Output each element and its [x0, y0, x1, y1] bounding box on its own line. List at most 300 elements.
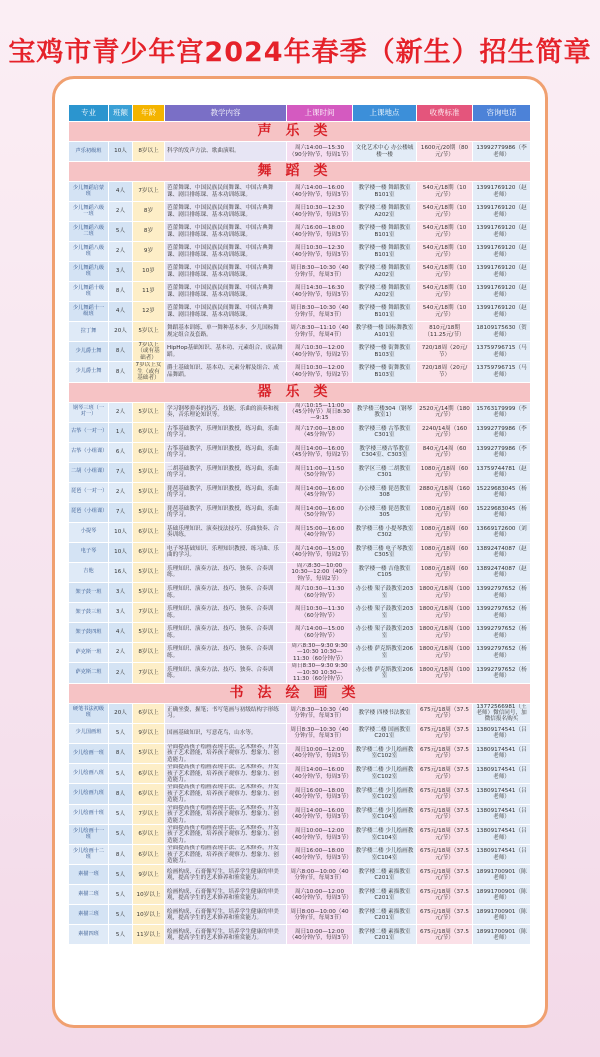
- class-size-cell: 10人: [109, 542, 133, 562]
- place-cell: 教学楼二楼 少儿绘画教室C102室: [353, 764, 417, 784]
- table-row: [69, 342, 531, 362]
- place-cell: 教学楼二楼 少儿绘画教室C102室: [353, 784, 417, 804]
- major-cell: 少儿绘画十班: [69, 804, 109, 824]
- content-cell: 二胡基础教学，乐理知识教授，练习曲，乐曲的学习。: [165, 462, 287, 482]
- time-cell: 周六14:00—15:00（60分钟/节）: [287, 623, 353, 643]
- age-cell: 8岁以上: [133, 142, 165, 162]
- table-row: [69, 242, 531, 262]
- major-cell: 少儿绘画十一班: [69, 824, 109, 844]
- phone-cell: 13991769120（赵老师）: [473, 182, 531, 202]
- time-cell: 周六8:30—11:10（40分钟/节，每周4节）: [287, 322, 353, 342]
- time-cell: 周六8:30—10:30（40分钟/节，每周3节）: [287, 703, 353, 723]
- phone-cell: 18991700901（陈老师）: [473, 885, 531, 905]
- time-cell: 周六14:00—15:00（40分钟/节，每周2节）: [287, 542, 353, 562]
- age-cell: 5岁以上: [133, 623, 165, 643]
- age-cell: 11岁: [133, 282, 165, 302]
- table-row: [69, 422, 531, 442]
- table-row: [69, 623, 531, 643]
- class-size-cell: 5人: [109, 905, 133, 925]
- major-cell: 素描二班: [69, 885, 109, 905]
- phone-cell: 13759744781（赵老师）: [473, 462, 531, 482]
- major-cell: 架子鼓三班: [69, 603, 109, 623]
- fee-cell: 540元/18期（10元/节）: [417, 302, 473, 322]
- place-cell: 教学楼一楼 吉他教室C105: [353, 562, 417, 582]
- fee-cell: 1080元/18周（60元/节）: [417, 502, 473, 522]
- major-cell: 少儿舞蹈六级二班: [69, 222, 109, 242]
- table-row: [69, 142, 531, 162]
- content-cell: 基础乐理知识、演奏技法技巧、乐曲独奏、合奏训练。: [165, 522, 287, 542]
- class-size-cell: 2人: [109, 202, 133, 222]
- age-cell: 6岁以上: [133, 784, 165, 804]
- time-cell: 周日8:30—9:30 9:30—10:30 10:30—11:30（60分钟/节）: [287, 663, 353, 683]
- content-cell: 绘画构成、石膏像写生，培养学生健康的审美观，提高学生的艺术修养和鉴赏能力。: [165, 865, 287, 885]
- fee-cell: 675元/18周（37.5元/节）: [417, 824, 473, 844]
- place-cell: 教学楼一楼 国标舞教室A101室: [353, 322, 417, 342]
- time-cell: 周日16:00—18:00（40分钟/节，每周3节）: [287, 845, 353, 865]
- time-cell: 周六8:30—10:00 10:30—12:00（40分钟/节，每周2节）: [287, 562, 353, 582]
- age-cell: 6岁以上: [133, 422, 165, 442]
- class-size-cell: 3人: [109, 583, 133, 603]
- major-cell: 吉他: [69, 562, 109, 582]
- time-cell: 周日10:00—12:00（40分钟/节，每周3节）: [287, 743, 353, 763]
- age-cell: 9岁以上: [133, 865, 165, 885]
- content-cell: 全面提高孩子绘画表现手法、艺术修养，开发孩子艺术潜能，培养孩子观察力、想象力、创造能力。: [165, 845, 287, 865]
- content-cell: 绘画构成、石膏像写生，培养学生健康的审美观，提高学生的艺术修养和鉴赏能力。: [165, 905, 287, 925]
- content-cell: HipHop基础知识、基本功、元素组合、成品舞蹈。: [165, 342, 287, 362]
- age-cell: 10岁以上: [133, 905, 165, 925]
- time-cell: 周六10:00—12:00（40分钟/节，每周3节）: [287, 885, 353, 905]
- fee-cell: 540元/18期（10元/节）: [417, 262, 473, 282]
- age-cell: 7岁以上女生（或有基础者）: [133, 362, 165, 382]
- fee-cell: 1800元/18周（100元/节）: [417, 663, 473, 683]
- place-cell: 教学楼三楼古筝教室 C304室、C303室: [353, 442, 417, 462]
- fee-cell: 1080元/18周（60元/节）: [417, 522, 473, 542]
- table-row: [69, 703, 531, 723]
- fee-cell: 1600元/20期（80元/节）: [417, 142, 473, 162]
- fee-cell: 1080元/18周（60元/节）: [417, 462, 473, 482]
- major-cell: 少儿舞蹈十一级班: [69, 302, 109, 322]
- time-cell: 周日14:00—16:00（45分钟/节，每周2节）: [287, 442, 353, 462]
- age-cell: 7岁以上: [133, 603, 165, 623]
- major-cell: 少儿绘画九班: [69, 784, 109, 804]
- table-row: [69, 643, 531, 663]
- age-cell: 5岁以上: [133, 402, 165, 422]
- class-size-cell: 3人: [109, 603, 133, 623]
- fee-cell: 840元/14周（60元/节）: [417, 442, 473, 462]
- table-row: [69, 502, 531, 522]
- age-cell: 5岁以上: [133, 583, 165, 603]
- age-cell: 8岁: [133, 202, 165, 222]
- content-cell: 芭蕾舞课、中国民族民间舞课、中国古典舞课、剧目排练课、基本功训练课。: [165, 302, 287, 322]
- age-cell: 5岁以上: [133, 562, 165, 582]
- fee-cell: 720/18周（20元/节）: [417, 342, 473, 362]
- phone-cell: 13992779986（李老师）: [473, 422, 531, 442]
- content-cell: 乐理知识、演奏方法、技巧、独奏、合奏训练。: [165, 603, 287, 623]
- fee-cell: 675元/18周（37.5元/节）: [417, 743, 473, 763]
- phone-cell: 13809174541（吕老师）: [473, 764, 531, 784]
- place-cell: 教学楼二楼 少儿绘画教室C104室: [353, 845, 417, 865]
- fee-cell: 675元/18周（37.5元/节）: [417, 925, 473, 945]
- fee-cell: 675元/18周（37.5元/节）: [417, 723, 473, 743]
- place-cell: 办公楼 萨克斯教室206室: [353, 643, 417, 663]
- place-cell: 教学楼二楼 国画教室C201室: [353, 723, 417, 743]
- phone-cell: 13992797652（杨老师）: [473, 623, 531, 643]
- phone-cell: 15763179999（李老师）: [473, 402, 531, 422]
- age-cell: 10岁: [133, 262, 165, 282]
- class-size-cell: 5人: [109, 222, 133, 242]
- place-cell: 教学楼二楼 少儿绘画教室C104室: [353, 824, 417, 844]
- fee-cell: 1800元/18周（100元/节）: [417, 643, 473, 663]
- place-cell: 办公楼 架子鼓教室203室: [353, 603, 417, 623]
- category-row-art: [69, 683, 531, 703]
- class-size-cell: 2人: [109, 482, 133, 502]
- table-row: [69, 442, 531, 462]
- content-cell: 电子琴基础知识、乐理知识教授、练习曲、乐曲的学习。: [165, 542, 287, 562]
- category-row-dance: [69, 162, 531, 182]
- fee-cell: 675元/18周（37.5元/节）: [417, 885, 473, 905]
- phone-cell: 13772566981（王老师）微信同号，加微信报名购买: [473, 703, 531, 723]
- class-size-cell: 4人: [109, 182, 133, 202]
- phone-cell: 13892474087（赵老师）: [473, 542, 531, 562]
- major-cell: 少儿国画班: [69, 723, 109, 743]
- fee-cell: 675元/18周（37.5元/节）: [417, 865, 473, 885]
- major-cell: 古筝（一对一）: [69, 422, 109, 442]
- major-cell: 少儿爵士舞: [69, 362, 109, 382]
- phone-cell: 18991700901（陈老师）: [473, 905, 531, 925]
- time-cell: 周日10:30—12:00（40分钟/节，每周2节）: [287, 362, 353, 382]
- class-size-cell: 2人: [109, 402, 133, 422]
- major-cell: 少儿绘画十二班: [69, 845, 109, 865]
- place-cell: 办公楼三楼 琵琶教室305: [353, 502, 417, 522]
- time-cell: 周六8:00—10:00（40分钟/节，每周3节）: [287, 865, 353, 885]
- table-row: [69, 402, 531, 422]
- age-cell: 5岁以上: [133, 462, 165, 482]
- table-row: [69, 322, 531, 342]
- place-cell: 办公楼 架子鼓教室203室: [353, 623, 417, 643]
- place-cell: 教学楼一楼 街舞教室B103室: [353, 362, 417, 382]
- table-row: [69, 764, 531, 784]
- major-cell: 电子琴: [69, 542, 109, 562]
- content-cell: 芭蕾舞课、中国民族民间舞课、中国古典舞课、剧目排练课、基本功训练课。: [165, 202, 287, 222]
- fee-cell: 540元/18期（10元/节）: [417, 242, 473, 262]
- class-size-cell: 5人: [109, 865, 133, 885]
- major-cell: 硬笔书法初级班: [69, 703, 109, 723]
- phone-cell: 18991700901（陈老师）: [473, 925, 531, 945]
- major-cell: 钢琴三班（一对一）: [69, 402, 109, 422]
- place-cell: 办公楼 萨克斯教室206室: [353, 663, 417, 683]
- place-cell: 教学楼二楼 素描教室C201室: [353, 885, 417, 905]
- fee-cell: 1800元/18周（100元/节）: [417, 603, 473, 623]
- fee-cell: 675元/18周（37.5元/节）: [417, 764, 473, 784]
- age-cell: 5岁以上: [133, 322, 165, 342]
- table-row: [69, 784, 531, 804]
- header-content: 教学内容: [165, 105, 287, 122]
- fee-cell: 675元/18周（37.5元/节）: [417, 905, 473, 925]
- category-title: 书法绘画类: [69, 683, 531, 703]
- phone-cell: 13992779986（李老师）: [473, 142, 531, 162]
- major-cell: 素描三班: [69, 905, 109, 925]
- major-cell: 萨克斯一班: [69, 643, 109, 663]
- table-row: [69, 743, 531, 763]
- phone-cell: 13809174541（吕老师）: [473, 824, 531, 844]
- age-cell: 6岁以上: [133, 764, 165, 784]
- place-cell: 教学楼二楼 舞蹈教室A202室: [353, 202, 417, 222]
- phone-cell: 13991769120（赵老师）: [473, 262, 531, 282]
- major-cell: 少儿舞蹈十级班: [69, 282, 109, 302]
- phone-cell: 13759796715（马老师）: [473, 362, 531, 382]
- class-size-cell: 8人: [109, 845, 133, 865]
- content-cell: 琵琶基础教学，乐理知识教授，练习曲，乐曲的学习。: [165, 482, 287, 502]
- table-header-row: [69, 105, 531, 122]
- page-title: 宝鸡市青少年宫2024年春季（新生）招生简章: [8, 37, 592, 68]
- table-row: [69, 542, 531, 562]
- class-size-cell: 7人: [109, 462, 133, 482]
- table-row: [69, 522, 531, 542]
- phone-cell: 13992797652（杨老师）: [473, 663, 531, 683]
- major-cell: 少儿舞蹈启蒙班: [69, 182, 109, 202]
- place-cell: 教学楼二楼 舞蹈教室A202室: [353, 262, 417, 282]
- fee-cell: 1080元/18周（60元/节）: [417, 542, 473, 562]
- content-cell: 全面提高孩子绘画表现手法、艺术修养，开发孩子艺术潜能，培养孩子观察力、想象力、创造能力。: [165, 784, 287, 804]
- class-size-cell: 2人: [109, 242, 133, 262]
- phone-cell: 13991769120（赵老师）: [473, 242, 531, 262]
- class-size-cell: 6人: [109, 442, 133, 462]
- content-cell: 舞蹈基本训练、单一舞种基本步、少儿国标舞规定组合及套路。: [165, 322, 287, 342]
- table-row: [69, 362, 531, 382]
- place-cell: 教学楼三楼 古筝教室C301室: [353, 422, 417, 442]
- phone-cell: 13669172600（刘老师）: [473, 522, 531, 542]
- fee-cell: 810元/18期（11.25元/节）: [417, 322, 473, 342]
- phone-cell: 13991769120（赵老师）: [473, 202, 531, 222]
- time-cell: 周日15:00—16:00（40分钟/节）: [287, 522, 353, 542]
- table-row: [69, 804, 531, 824]
- time-cell: 周六10:30—11:30（60分钟/节）: [287, 583, 353, 603]
- header-class-size: 班额: [109, 105, 133, 122]
- class-size-cell: 8人: [109, 784, 133, 804]
- phone-cell: 13992797652（杨老师）: [473, 603, 531, 623]
- table-row: [69, 282, 531, 302]
- table-row: [69, 723, 531, 743]
- content-cell: 乐理知识、演奏方法、技巧、独奏、合奏训练。: [165, 663, 287, 683]
- fee-cell: 675元/18周（37.5元/节）: [417, 784, 473, 804]
- major-cell: 素描四班: [69, 925, 109, 945]
- table-row: [69, 663, 531, 683]
- phone-cell: 13809174541（吕老师）: [473, 723, 531, 743]
- table-body: [69, 122, 531, 945]
- class-size-cell: 8人: [109, 362, 133, 382]
- phone-cell: 13992797652（杨老师）: [473, 643, 531, 663]
- fee-cell: 2240/14周（160元/节）: [417, 422, 473, 442]
- table-row: [69, 905, 531, 925]
- place-cell: 办公楼 架子鼓教室203室: [353, 583, 417, 603]
- place-cell: 教学楼 四楼书法教室: [353, 703, 417, 723]
- class-size-cell: 10人: [109, 522, 133, 542]
- class-size-cell: 8人: [109, 743, 133, 763]
- class-size-cell: 16人: [109, 562, 133, 582]
- major-cell: 素描一班: [69, 865, 109, 885]
- table-row: [69, 262, 531, 282]
- fee-cell: 675元/18周（37.5元/节）: [417, 845, 473, 865]
- major-cell: 小提琴: [69, 522, 109, 542]
- category-row-vocal: [69, 122, 531, 142]
- class-size-cell: 2人: [109, 643, 133, 663]
- time-cell: 周日10:00—12:00（40分钟/节，每周3节）: [287, 824, 353, 844]
- class-size-cell: 20人: [109, 703, 133, 723]
- time-cell: 周六14:00—16:00（40分钟/节，每周3节）: [287, 182, 353, 202]
- content-cell: 乐理知识、演奏方法、技巧、独奏、合奏训练。: [165, 562, 287, 582]
- age-cell: 7岁以上: [133, 663, 165, 683]
- class-size-cell: 4人: [109, 623, 133, 643]
- time-cell: 周日8:00—10:00（40分钟/节，每周3节）: [287, 905, 353, 925]
- phone-cell: 18991700901（陈老师）: [473, 865, 531, 885]
- fee-cell: 540元/18期（10元/节）: [417, 202, 473, 222]
- table-row: [69, 583, 531, 603]
- major-cell: 架子鼓四班: [69, 623, 109, 643]
- class-size-cell: 8人: [109, 282, 133, 302]
- content-cell: 芭蕾舞课、中国民族民间舞课、中国古典舞课、剧目排练课、基本功训练课。: [165, 282, 287, 302]
- schedule-table: [68, 104, 530, 945]
- major-cell: 少儿爵士舞: [69, 342, 109, 362]
- major-cell: 少儿舞蹈六级一班: [69, 202, 109, 222]
- age-cell: 11岁以上: [133, 925, 165, 945]
- phone-cell: 13992797652（杨老师）: [473, 583, 531, 603]
- class-size-cell: 5人: [109, 824, 133, 844]
- phone-cell: 18109175630（贺老师）: [473, 322, 531, 342]
- class-size-cell: 2人: [109, 663, 133, 683]
- age-cell: 8岁以上: [133, 643, 165, 663]
- class-size-cell: 8人: [109, 342, 133, 362]
- place-cell: 教学楼三楼304（钢琴教室1）: [353, 402, 417, 422]
- fee-cell: 540元/18期（10元/节）: [417, 222, 473, 242]
- time-cell: 周日14:00—16:00（40分钟/节，每周3节）: [287, 764, 353, 784]
- place-cell: 教学楼一楼 舞蹈教室B101室: [353, 222, 417, 242]
- time-cell: 周日8:30—10:30（40分钟/节，每周3节）: [287, 302, 353, 322]
- table-row: [69, 222, 531, 242]
- table-row: [69, 865, 531, 885]
- category-title: 舞蹈类: [69, 162, 531, 182]
- fee-cell: 675元/18周（37.5元/节）: [417, 703, 473, 723]
- place-cell: 教学楼一楼 舞蹈教室B101室: [353, 242, 417, 262]
- class-size-cell: 5人: [109, 723, 133, 743]
- age-cell: 10岁以上: [133, 885, 165, 905]
- phone-cell: 13809174541（吕老师）: [473, 784, 531, 804]
- category-row-instrument: [69, 382, 531, 402]
- age-cell: 8岁: [133, 222, 165, 242]
- time-cell: 周六8:30—9:30 9:30—10:30 10:30—11:30（60分钟/节）: [287, 643, 353, 663]
- fee-cell: 1080元/18周（60元/节）: [417, 562, 473, 582]
- age-cell: 6岁以上: [133, 845, 165, 865]
- place-cell: 办公楼三楼 琵琶教室308: [353, 482, 417, 502]
- place-cell: 教学楼二楼 素描教室C201室: [353, 905, 417, 925]
- age-cell: 6岁以上: [133, 442, 165, 462]
- content-cell: 学习钢琴弹奏的技巧、技能，乐曲的演奏和视奏，音乐理论知识等。: [165, 402, 287, 422]
- age-cell: 7岁以上（或有基础者）: [133, 342, 165, 362]
- class-size-cell: 5人: [109, 764, 133, 784]
- time-cell: 周六16:00—18:00（40分钟/节，每周3节）: [287, 222, 353, 242]
- header-fee: 收费标准: [417, 105, 473, 122]
- fee-cell: 540元/18期（10元/节）: [417, 282, 473, 302]
- age-cell: 6岁以上: [133, 522, 165, 542]
- category-title: 声乐类: [69, 122, 531, 142]
- fee-cell: 2880元/18周（160元/节）: [417, 482, 473, 502]
- content-cell: 古筝基础教学，乐理知识教授，练习曲，乐曲的学习。: [165, 442, 287, 462]
- content-cell: 乐理知识、演奏方法、技巧、独奏、合奏训练。: [165, 623, 287, 643]
- age-cell: 9岁以上: [133, 723, 165, 743]
- place-cell: 教学楼三楼 小提琴教室C302: [353, 522, 417, 542]
- content-cell: 绘画构成、石膏像写生，培养学生健康的审美观，提高学生的艺术修养和鉴赏能力。: [165, 885, 287, 905]
- time-cell: 周日14:00—16:00（45分钟/节）: [287, 482, 353, 502]
- content-cell: 芭蕾舞课、中国民族民间舞课、中国古典舞课、剧目排练课、基本功训练课。: [165, 182, 287, 202]
- time-cell: 周日14:00—16:00（40分钟/节，每周3节）: [287, 804, 353, 824]
- major-cell: 拉丁舞: [69, 322, 109, 342]
- major-cell: 少儿舞蹈九级班: [69, 262, 109, 282]
- time-cell: 周六14:00—15:30（90分钟/节，每周1节）: [287, 142, 353, 162]
- fee-cell: 720/18周（20元/节）: [417, 362, 473, 382]
- time-cell: 周日8:30—10:30（40分钟/节，每周3节）: [287, 723, 353, 743]
- content-cell: 正确坐姿，握笔；书写笔画与初级结构字形练习。: [165, 703, 287, 723]
- class-size-cell: 7人: [109, 502, 133, 522]
- time-cell: 周日14:30—16:30（40分钟/节，每周3节）: [287, 282, 353, 302]
- age-cell: 7岁以上: [133, 182, 165, 202]
- time-cell: 周日10:30—12:30（40分钟/节，每周3节）: [287, 242, 353, 262]
- table-row: [69, 482, 531, 502]
- class-size-cell: 3人: [109, 262, 133, 282]
- major-cell: 架子鼓一班: [69, 583, 109, 603]
- table-row: [69, 562, 531, 582]
- place-cell: 教学楼三楼 电子琴教室C305室: [353, 542, 417, 562]
- fee-cell: 2520元/14期（180元/节）: [417, 402, 473, 422]
- phone-cell: 13991769120（赵老师）: [473, 302, 531, 322]
- time-cell: 周日14:00—16:00（50分钟/节）: [287, 502, 353, 522]
- table-row: [69, 824, 531, 844]
- content-cell: 国画基础知识，写意花鸟，山水等。: [165, 723, 287, 743]
- place-cell: 教学区三楼 二胡教室C301: [353, 462, 417, 482]
- time-cell: 周日16:00—18:00（40分钟/节，每周3节）: [287, 784, 353, 804]
- major-cell: 二胡（小组课）: [69, 462, 109, 482]
- class-size-cell: 10人: [109, 142, 133, 162]
- class-size-cell: 1人: [109, 422, 133, 442]
- phone-cell: 13809174541（吕老师）: [473, 804, 531, 824]
- major-cell: 少儿绘画一班: [69, 743, 109, 763]
- fee-cell: 1800元/18周（100元/节）: [417, 623, 473, 643]
- content-cell: 乐理知识、演奏方法、技巧、独奏、合奏训练。: [165, 583, 287, 603]
- place-cell: 教学楼二楼 少儿绘画教室C102室: [353, 743, 417, 763]
- header-major: 专业: [69, 105, 109, 122]
- major-cell: 少儿绘画八班: [69, 764, 109, 784]
- time-cell: 周日10:30—11:30（60分钟/节）: [287, 603, 353, 623]
- major-cell: 萨克斯二班: [69, 663, 109, 683]
- class-size-cell: 4人: [109, 302, 133, 322]
- age-cell: 5岁以上: [133, 502, 165, 522]
- fee-cell: 540元/18期（10元/节）: [417, 182, 473, 202]
- age-cell: 12岁: [133, 302, 165, 322]
- major-cell: 少儿舞蹈八级班: [69, 242, 109, 262]
- age-cell: 7岁以上: [133, 804, 165, 824]
- fee-cell: 1800元/18周（100元/节）: [417, 583, 473, 603]
- phone-cell: 13892474087（赵老师）: [473, 562, 531, 582]
- content-cell: 琵琶基础教学，乐理知识教授，练习曲，乐曲的学习。: [165, 502, 287, 522]
- place-cell: 教学楼二楼 素描教室C201室: [353, 865, 417, 885]
- category-title: 器乐类: [69, 382, 531, 402]
- header-place: 上课地点: [353, 105, 417, 122]
- place-cell: 教学楼一楼 舞蹈教室B101室: [353, 302, 417, 322]
- phone-cell: 13759796715（马老师）: [473, 342, 531, 362]
- age-cell: 6岁以上: [133, 703, 165, 723]
- phone-cell: 13992779986（李老师）: [473, 442, 531, 462]
- content-cell: 绘画构成、石膏像写生，培养学生健康的审美观，提高学生的艺术修养和鉴赏能力。: [165, 925, 287, 945]
- major-cell: 琵琶（一对一）: [69, 482, 109, 502]
- age-cell: 5岁以上: [133, 743, 165, 763]
